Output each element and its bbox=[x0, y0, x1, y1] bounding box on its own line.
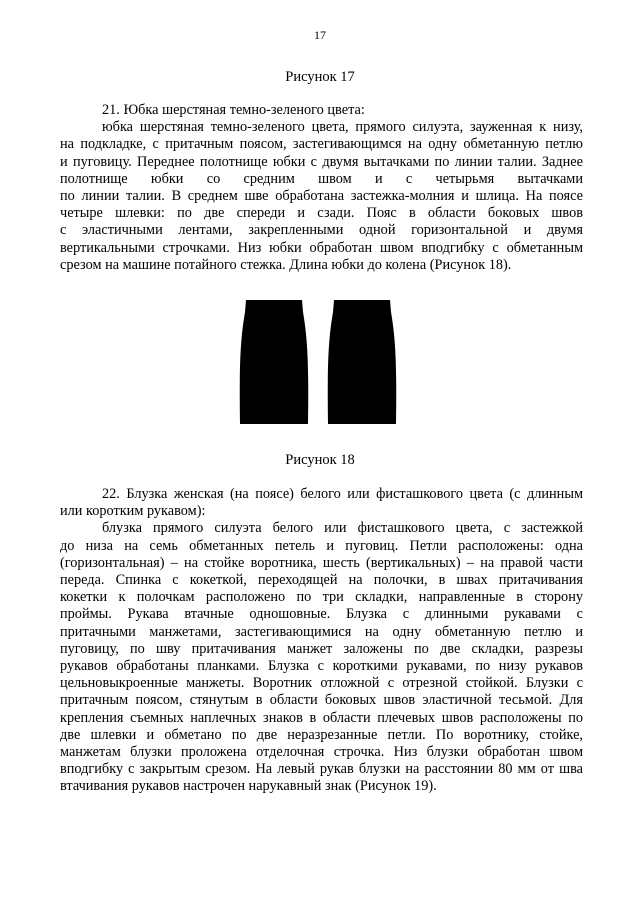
text-line: втачивания рукавов настрочен нарукавный знак (Рисунок 19). bbox=[60, 778, 437, 795]
text-line: две шлевки и обметано по две неразрезанные петли. По воротнику, стойке, bbox=[60, 726, 583, 743]
text-line: вертикальными строчками. Низ юбки обработан швом вподгибку с обметанным bbox=[60, 239, 583, 256]
text-line: проймы. Рукава втачные одношовные. Блузка с длинными рукавами с bbox=[60, 606, 583, 623]
text-line: крепления съемных наплечных знаков в области плечевых швов расположены по bbox=[60, 709, 583, 726]
text-line: вподгибку с закрытым срезом. На левый рукав блузки на расстоянии 80 мм от шва bbox=[60, 761, 583, 778]
text-line: кокетки к полочкам расположено по три складки, направленные в сторону bbox=[60, 589, 583, 606]
text-line: пуговицу, по шву притачивания манжет заложены по две складки, разрезы bbox=[60, 640, 583, 657]
text-line: на подкладке, с притачным поясом, застегивающимся на одну обметанную петлю bbox=[60, 136, 583, 153]
text-line: по линии талии. В среднем шве обработана застежка-молния и шлица. На поясе bbox=[60, 188, 583, 205]
page-number: 17 bbox=[314, 28, 326, 42]
skirt-front-icon bbox=[234, 298, 314, 428]
item-22-heading: 22. Блузка женская (на поясе) белого или фисташкового цвета (с длинным bbox=[102, 486, 583, 502]
text-line: рукавов обработаны планками. Блузка с короткими рукавами, по низу рукавов bbox=[60, 658, 583, 675]
text-line: с эластичными лентами, закрепленными одной горизонтальной и двумя bbox=[60, 222, 583, 239]
text-line: (горизонтальная) – на стойке воротника, шесть (вертикальных) – на правой части bbox=[60, 554, 583, 571]
text-line: и пуговицу. Переднее полотнище юбки с двумя вытачками по линии талии. Заднее bbox=[60, 153, 583, 170]
text-line: манжетам блузки проложена отделочная строчка. Низ блузки обработан швом bbox=[60, 744, 583, 761]
skirt-back-icon bbox=[322, 298, 402, 428]
text-line: срезом на машине потайного стежка. Длина юбки до колена (Рисунок 18). bbox=[60, 256, 512, 273]
text-line: или коротким рукавом): bbox=[60, 503, 206, 520]
text-line: цельновыкроенные манжеты. Воротник отложной с отрезной стойкой. Блузки с bbox=[60, 675, 583, 692]
figure-18-caption: Рисунок 18 bbox=[285, 452, 355, 468]
text-line: четыре шлевки: по две спереди и сзади. Пояс в области боковых швов bbox=[60, 205, 583, 222]
item-21-paragraph bbox=[60, 102, 583, 274]
item-21-heading: 21. Юбка шерстяная темно-зеленого цвета: bbox=[102, 102, 365, 118]
text-line: притачным поясом, стянутым в области боковых швов эластичной тесьмой. Для bbox=[60, 692, 583, 709]
text-line: притачными манжетами, застегивающимися на одну обметанную петлю и bbox=[60, 623, 583, 640]
text-line: переда. Спинка с кокеткой, переходящей на полочки, в швах притачивания bbox=[60, 572, 583, 589]
text-line: до низа на семь обметанных петель и пуговиц. Петли расположены: одна bbox=[60, 537, 583, 554]
item-22-paragraph bbox=[60, 486, 583, 796]
text-line: юбка шерстяная темно-зеленого цвета, прямого силуэта, зауженная к низу, bbox=[102, 119, 583, 136]
figure-17-caption: Рисунок 17 bbox=[285, 69, 355, 85]
text-line: полотнище юбки со средним швом и с четырьмя вытачками bbox=[60, 170, 583, 187]
text-line: блузка прямого силуэта белого или фисташкового цвета, с застежкой bbox=[102, 520, 583, 537]
